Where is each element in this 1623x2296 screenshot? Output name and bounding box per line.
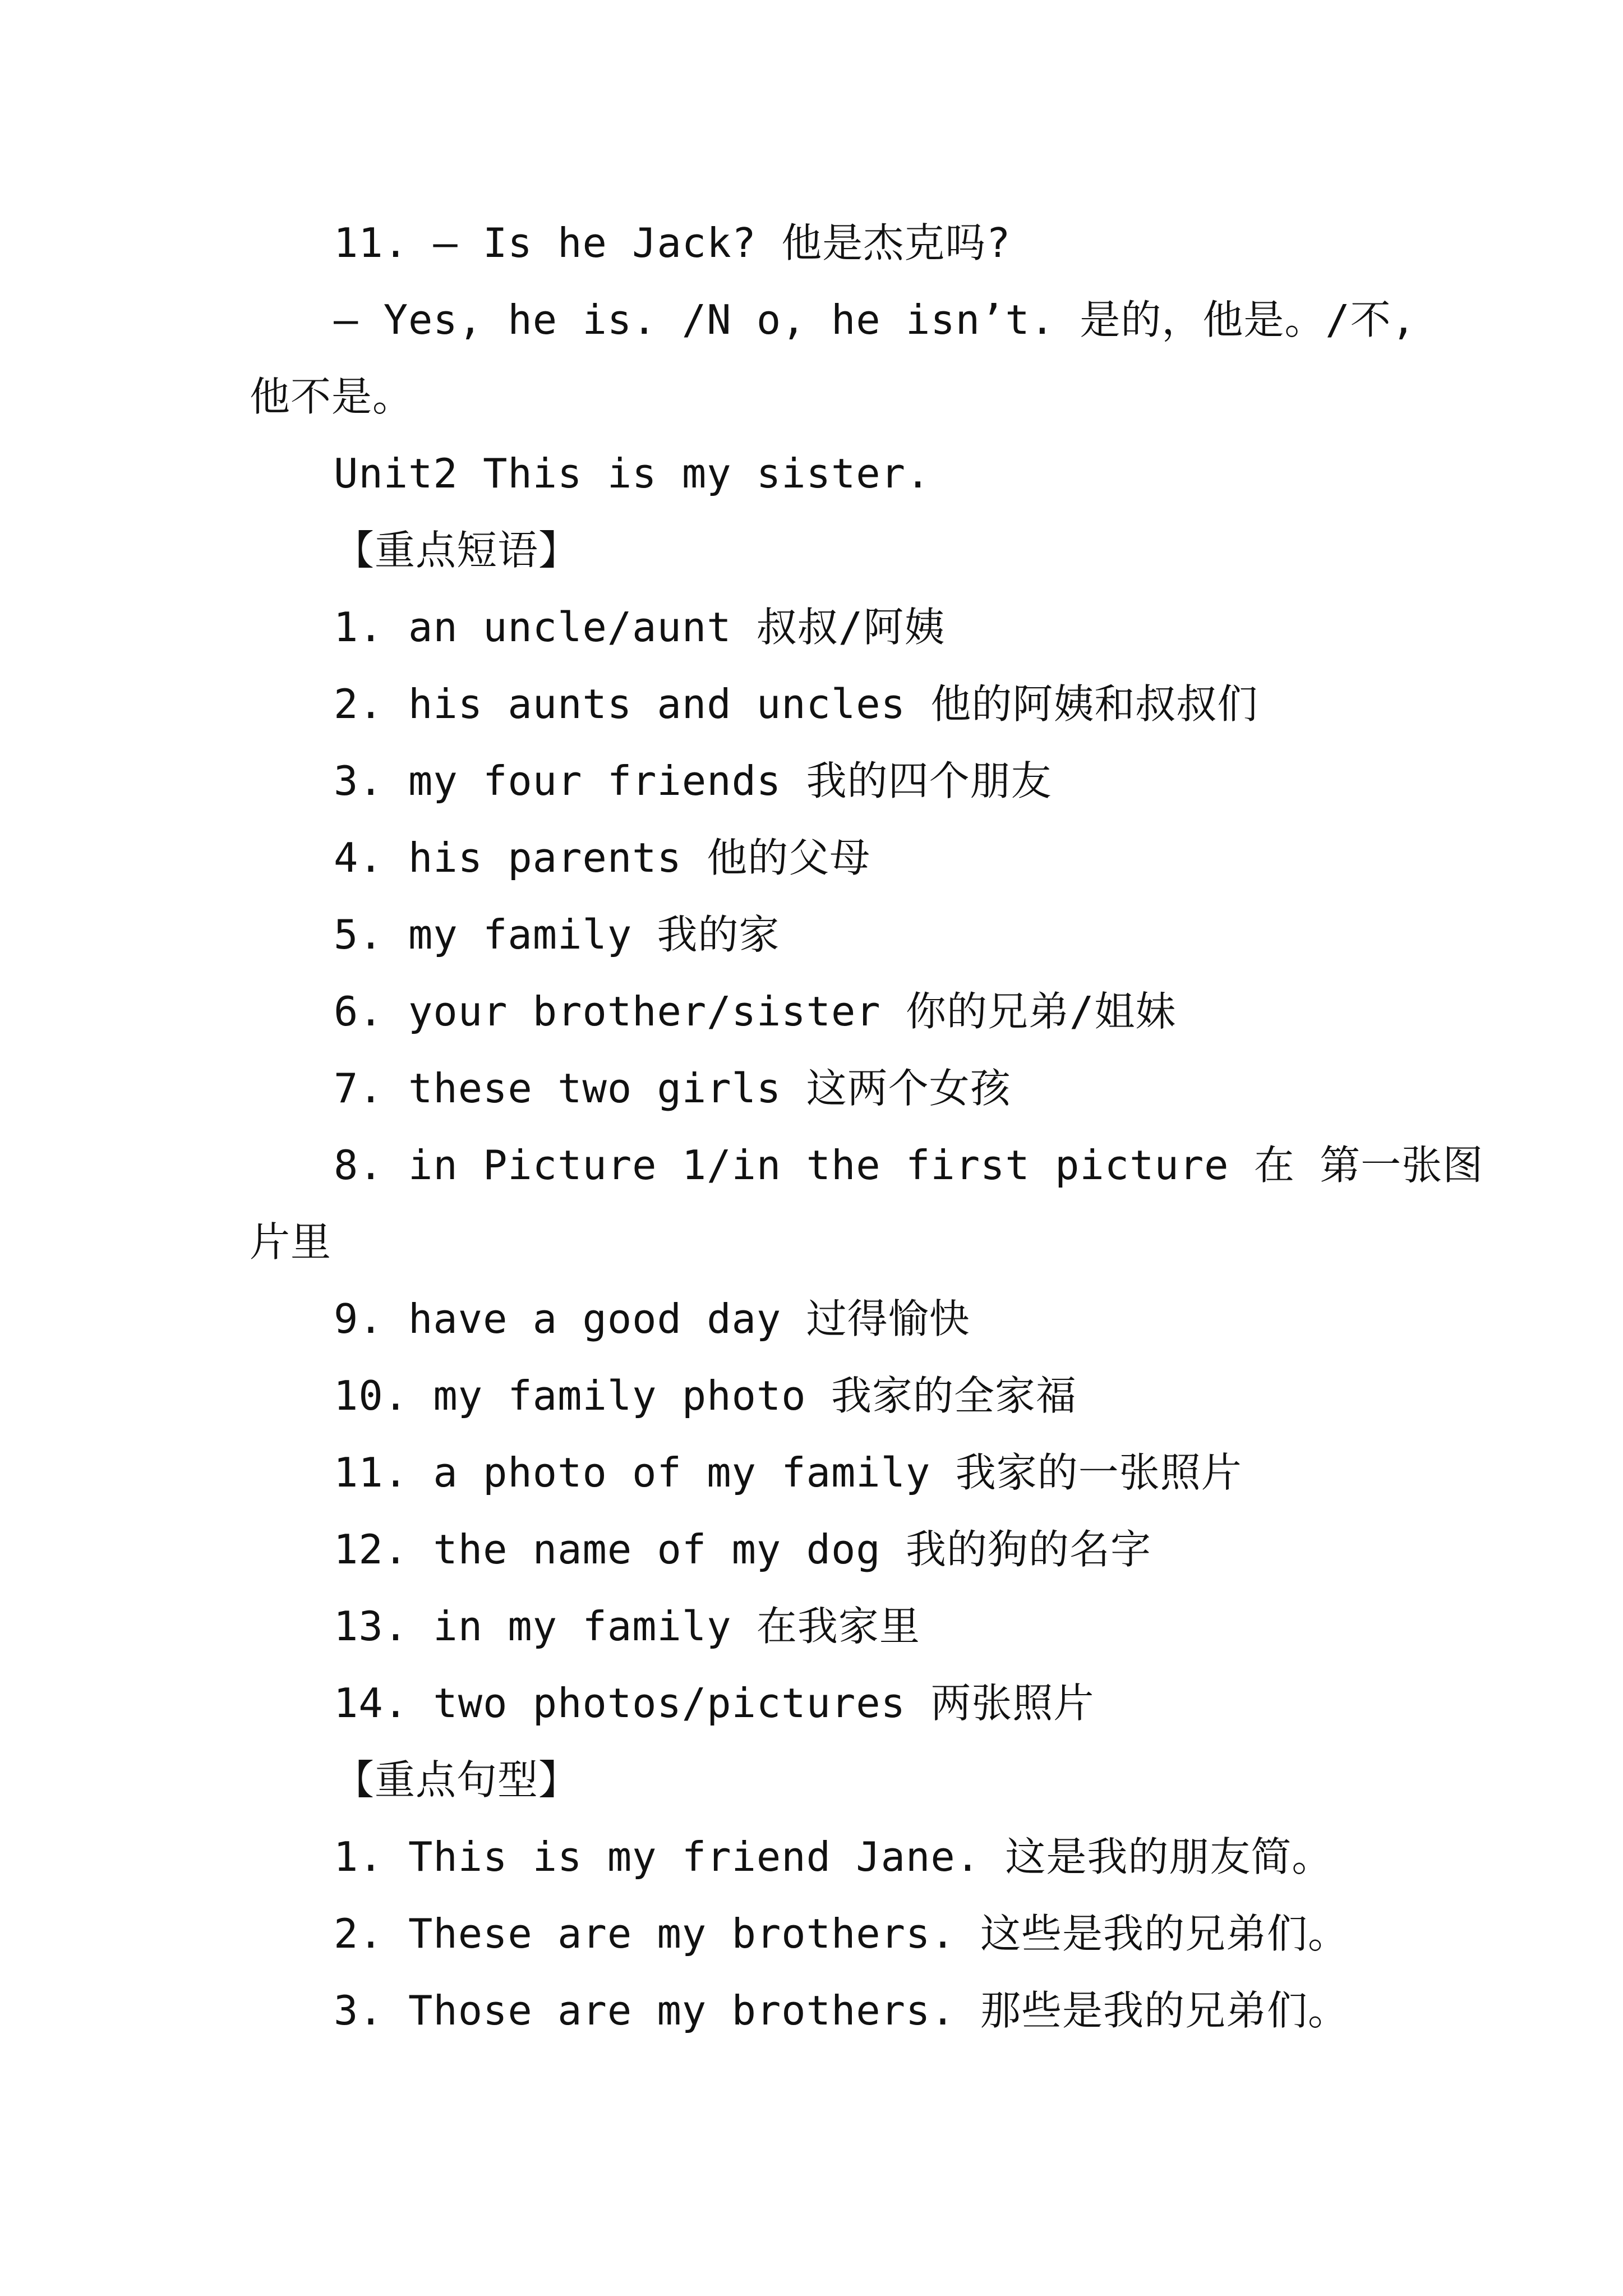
section-heading-phrases: 【重点短语】 (334, 527, 580, 574)
phrase-item: 8. in Picture 1/in the first picture 在 第一张图 (334, 1142, 1484, 1189)
unit-title: Unit2 This is my sister. (334, 450, 931, 497)
phrase-item: 5. my family 我的家 (334, 911, 780, 958)
phrase-item: 9. have a good day 过得愉快 (334, 1295, 970, 1342)
section-heading-sentences: 【重点句型】 (334, 1756, 580, 1803)
phrase-item: 7. these two girls 这两个女孩 (334, 1065, 1011, 1112)
phrase-item: 4. his parents 他的父母 (334, 834, 871, 881)
phrase-item: 3. my four friends 我的四个朋友 (334, 757, 1052, 804)
phrase-item-continued: 片里 (250, 1218, 332, 1266)
document-body (250, 205, 1484, 2049)
dialogue-answer: — Yes, he is. /N o, he isn’t. 是的，他是。/不, (334, 296, 1417, 343)
dialogue-question: 11. — Is he Jack? 他是杰克吗? (334, 219, 1011, 266)
sentence-item: 1. This is my friend Jane. 这是我的朋友简。 (334, 1833, 1333, 1880)
dialogue-answer-continued: 他不是。 (250, 373, 414, 420)
phrase-item: 1. an uncle/aunt 叔叔/阿姨 (334, 604, 946, 651)
sentence-item: 2. These are my brothers. 这些是我的兄弟们。 (334, 1910, 1349, 1957)
phrase-item: 12. the name of my dog 我的狗的名字 (334, 1526, 1151, 1573)
phrase-item: 10. my family photo 我家的全家福 (334, 1372, 1077, 1419)
phrase-item: 14. two photos/pictures 两张照片 (334, 1680, 1095, 1727)
sentence-item: 3. Those are my brothers. 那些是我的兄弟们。 (334, 1987, 1349, 2034)
phrase-item: 11. a photo of my family 我家的一张照片 (334, 1449, 1242, 1496)
phrase-item: 13. in my family 在我家里 (334, 1603, 920, 1650)
phrase-item: 6. your brother/sister 你的兄弟/姐妹 (334, 988, 1177, 1035)
phrase-item: 2. his aunts and uncles 他的阿姨和叔叔们 (334, 680, 1258, 728)
